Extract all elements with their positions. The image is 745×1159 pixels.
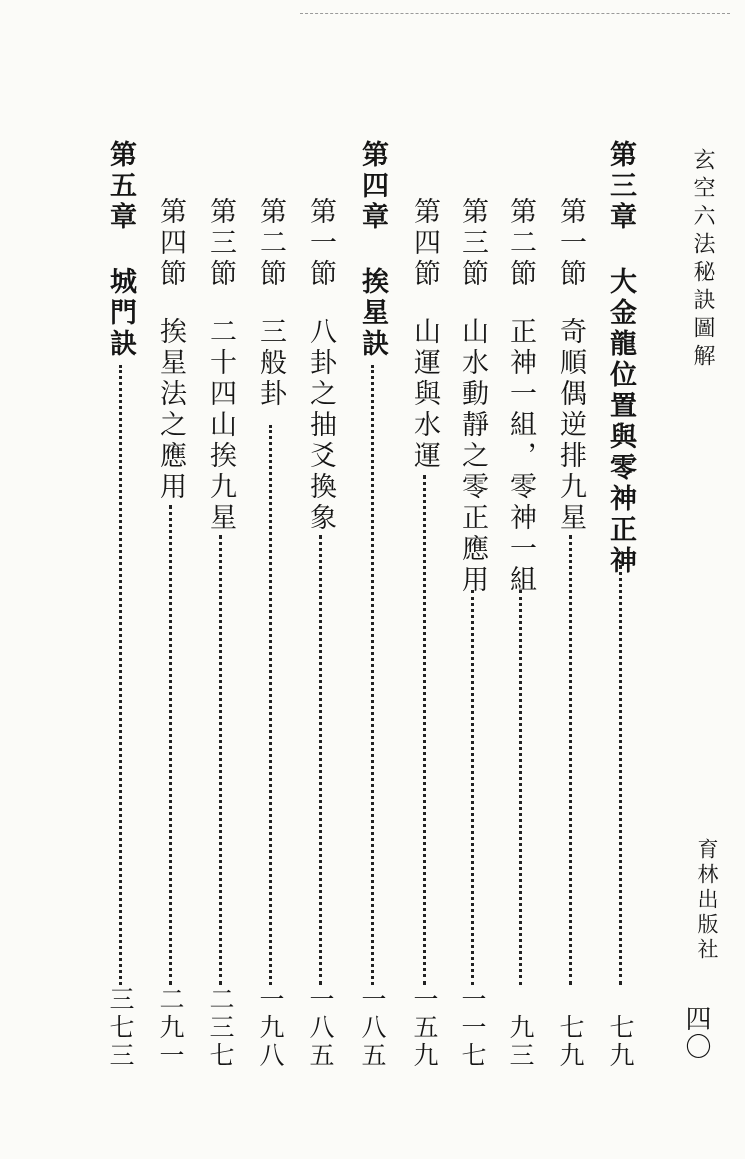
toc-entry-chapter-4 <box>352 140 392 1070</box>
toc-entry-section <box>150 140 190 1070</box>
dot-leader <box>119 365 122 985</box>
entry-label: 第四節 <box>155 197 186 290</box>
toc-entry-section <box>300 140 340 1070</box>
dot-leader <box>269 425 272 985</box>
page-number: 四〇 <box>681 1005 711 1061</box>
entry-label: 第四章 <box>357 140 388 233</box>
dot-leader <box>371 365 374 985</box>
entry-page: 二九一 <box>156 986 185 1070</box>
entry-title: 挨星訣 <box>357 267 388 360</box>
entry-label: 第一節 <box>555 197 586 290</box>
entry-title: 山運與水運 <box>409 317 440 472</box>
entry-label: 第三章 <box>605 140 636 233</box>
toc-entry-section <box>404 140 444 1070</box>
dot-leader <box>169 505 172 985</box>
entry-page: 一八五 <box>358 986 387 1070</box>
entry-page: 一八五 <box>306 986 335 1070</box>
dot-leader <box>519 590 522 985</box>
dot-leader <box>423 475 426 985</box>
entry-page: 二三七 <box>206 986 235 1070</box>
entry-label: 第四節 <box>409 197 440 290</box>
entry-title: 正神一組，零神一組 <box>505 317 536 596</box>
toc-entry-chapter-5 <box>100 140 140 1070</box>
entry-page: 三七三 <box>106 986 135 1070</box>
entry-label: 第一節 <box>305 197 336 290</box>
entry-title: 挨星法之應用 <box>155 317 186 503</box>
entry-page: 九三 <box>506 1014 535 1070</box>
toc-entry-section <box>452 140 492 1070</box>
entry-title: 八卦之抽爻換象 <box>305 317 336 534</box>
toc-entry-section <box>250 140 290 1070</box>
entry-page: 一一七 <box>458 986 487 1070</box>
entry-label: 第三節 <box>457 197 488 290</box>
scan-edge-line <box>300 13 730 14</box>
entry-title: 二十四山挨九星 <box>205 317 236 534</box>
entry-label: 第五章 <box>105 140 136 233</box>
dot-leader <box>319 535 322 985</box>
entry-label: 第二節 <box>505 197 536 290</box>
entry-title: 三般卦 <box>255 317 286 410</box>
entry-label: 第三節 <box>205 197 236 290</box>
dot-leader <box>569 535 572 985</box>
toc-entry-section <box>200 140 240 1070</box>
entry-label: 第二節 <box>255 197 286 290</box>
dot-leader <box>219 535 222 985</box>
entry-page: 七九 <box>606 1014 635 1070</box>
entry-title: 城門訣 <box>105 267 136 360</box>
dot-leader <box>471 590 474 985</box>
entry-page: 一九八 <box>256 986 285 1070</box>
entry-page: 七九 <box>556 1014 585 1070</box>
entry-title: 山水動靜之零正應用 <box>457 317 488 596</box>
dot-leader <box>619 565 622 985</box>
toc-entry-section <box>500 140 540 1070</box>
toc-entry-section <box>550 140 590 1070</box>
publisher: 育林出版社 <box>695 838 719 963</box>
book-title: 玄空六法秘訣圖解 <box>690 148 715 372</box>
toc-entry-chapter-3 <box>600 140 640 1070</box>
entry-page: 一五九 <box>410 986 439 1070</box>
entry-title: 奇順偶逆排九星 <box>555 317 586 534</box>
entry-title: 大金龍位置與零神正神 <box>605 267 636 577</box>
